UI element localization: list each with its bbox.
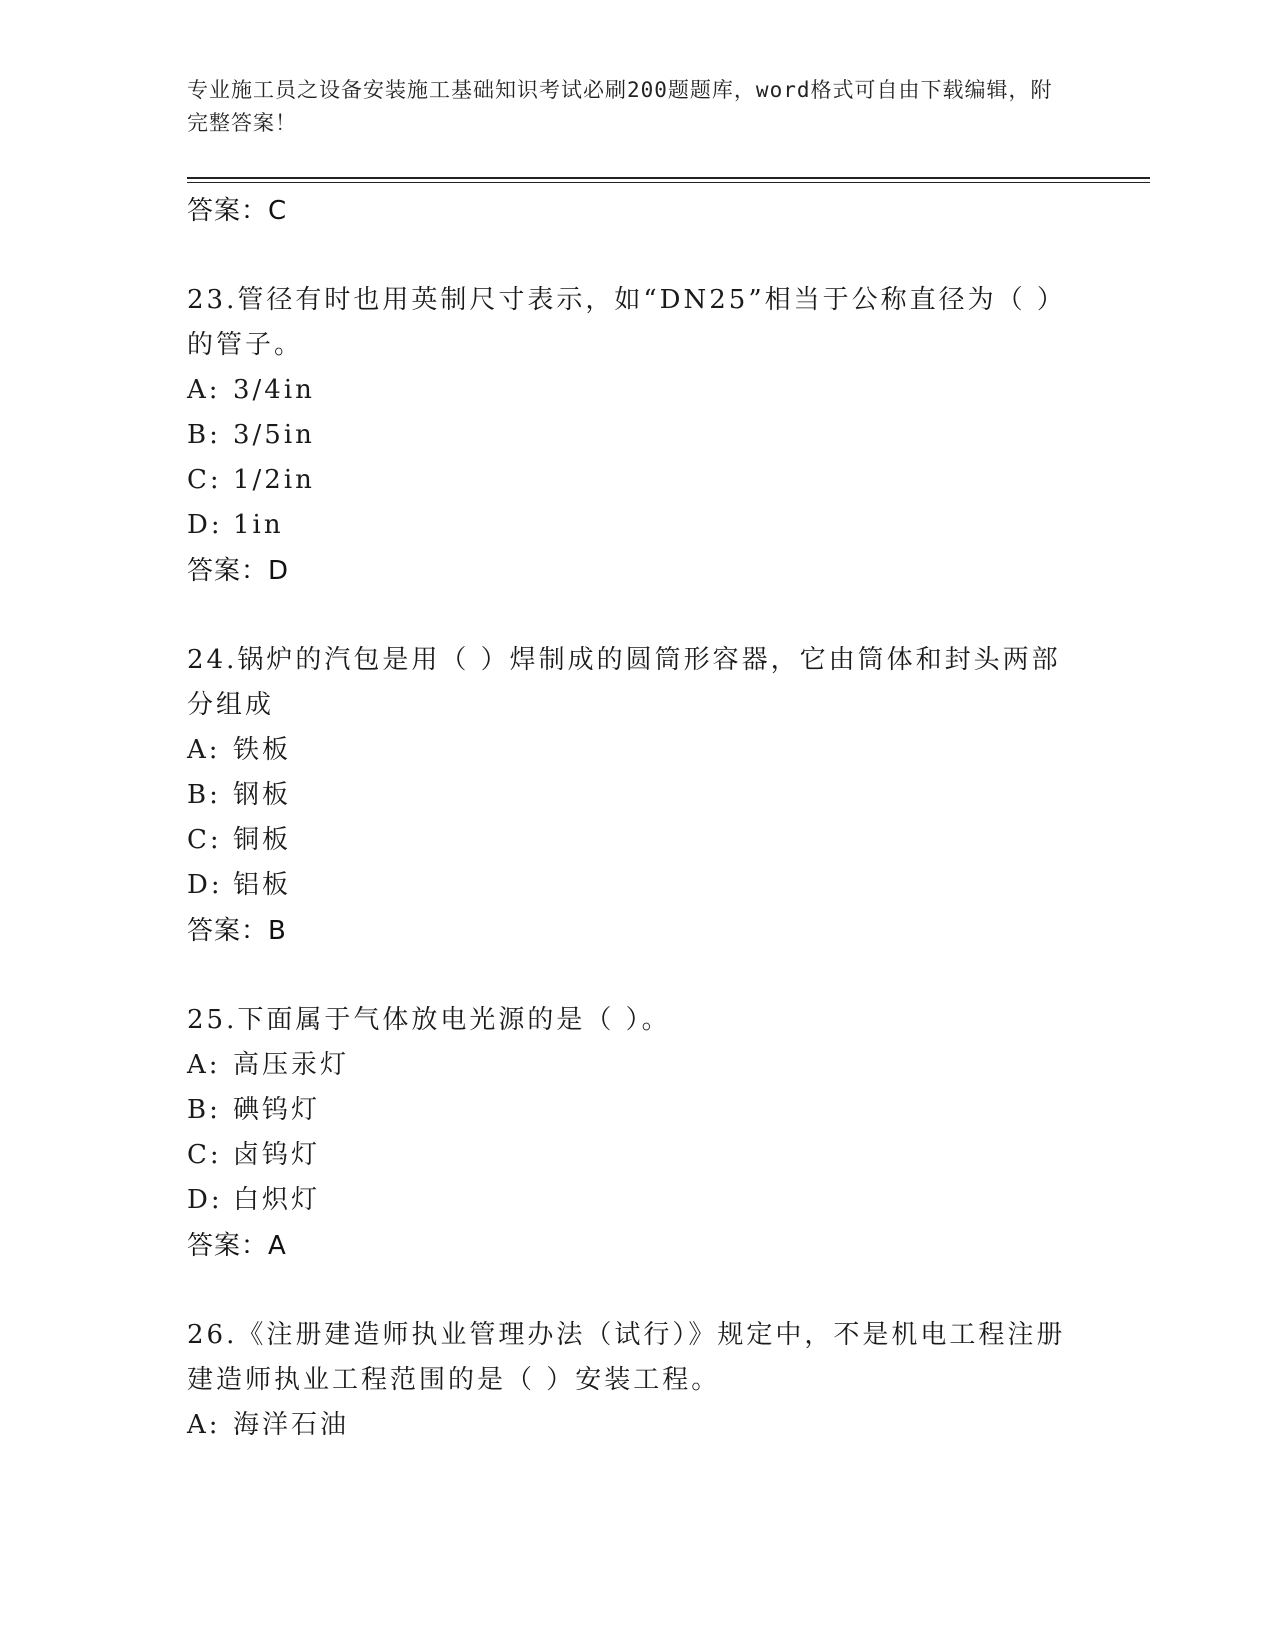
option-b: [187, 413, 1087, 458]
question-stem: 23.管径有时也用英制尺寸表示，如“DN25”相当于公称直径为（ ）的管子。: [187, 285, 1066, 360]
question-26: [187, 1313, 1087, 1448]
option-text: 高压汞灯: [233, 1050, 350, 1080]
option-text: 1in: [233, 510, 284, 540]
option-letter: A:: [187, 1050, 221, 1080]
option-c: [187, 458, 1087, 503]
option-a: [187, 1043, 1087, 1088]
option-letter: B:: [187, 1095, 221, 1125]
option-letter: B:: [187, 420, 221, 450]
question-stem: 25.下面属于气体放电光源的是（ ）。: [187, 1005, 671, 1035]
question-23: [187, 278, 1087, 594]
option-letter: D:: [187, 870, 223, 900]
option-text: 铁板: [233, 735, 292, 765]
header-divider-thick: [187, 177, 1150, 179]
option-text: 3/4in: [233, 375, 315, 405]
header-divider-thin: [187, 182, 1150, 183]
option-a: [187, 1403, 1087, 1448]
option-c: [187, 818, 1087, 863]
option-a: [187, 368, 1087, 413]
question-stem: 24.锅炉的汽包是用（ ）焊制成的圆筒形容器，它由筒体和封头两部分组成: [187, 645, 1061, 720]
question-list: [187, 188, 1087, 1448]
option-letter: A:: [187, 375, 221, 405]
option-text: 碘钨灯: [233, 1095, 321, 1125]
option-text: 3/5in: [233, 420, 315, 450]
option-text: 钢板: [233, 780, 292, 810]
option-b: [187, 1088, 1087, 1133]
option-letter: B:: [187, 780, 221, 810]
option-text: 白炽灯: [233, 1185, 321, 1215]
option-letter: D:: [187, 1185, 223, 1215]
option-d: [187, 1178, 1087, 1223]
option-letter: A:: [187, 1410, 221, 1440]
answer-line: 答案：A: [187, 1231, 287, 1261]
option-c: [187, 1133, 1087, 1178]
option-letter: C:: [187, 825, 222, 855]
option-letter: D:: [187, 510, 223, 540]
document-header-title: 专业施工员之设备安装施工基础知识考试必刷200题题库，word格式可自由下载编辑，附完整答案！: [187, 78, 1053, 135]
option-a: [187, 728, 1087, 773]
option-letter: C:: [187, 465, 222, 495]
option-text: 铜板: [233, 825, 292, 855]
option-letter: C:: [187, 1140, 222, 1170]
option-text: 卤钨灯: [233, 1140, 321, 1170]
option-text: 铝板: [233, 870, 292, 900]
option-d: [187, 863, 1087, 908]
question-24: [187, 638, 1087, 954]
answer-line: 答案：B: [187, 916, 287, 946]
option-letter: A:: [187, 735, 221, 765]
option-text: 1/2in: [233, 465, 315, 495]
option-b: [187, 773, 1087, 818]
option-d: [187, 503, 1087, 548]
answer-line: 答案：D: [187, 556, 290, 586]
prev-answer: 答案：C: [187, 196, 288, 226]
question-stem: 26.《注册建造师执业管理办法（试行）》规定中，不是机电工程注册建造师执业工程范围的是（ ）安装工程。: [187, 1320, 1066, 1395]
option-text: 海洋石油: [233, 1410, 350, 1440]
question-25: [187, 998, 1087, 1269]
